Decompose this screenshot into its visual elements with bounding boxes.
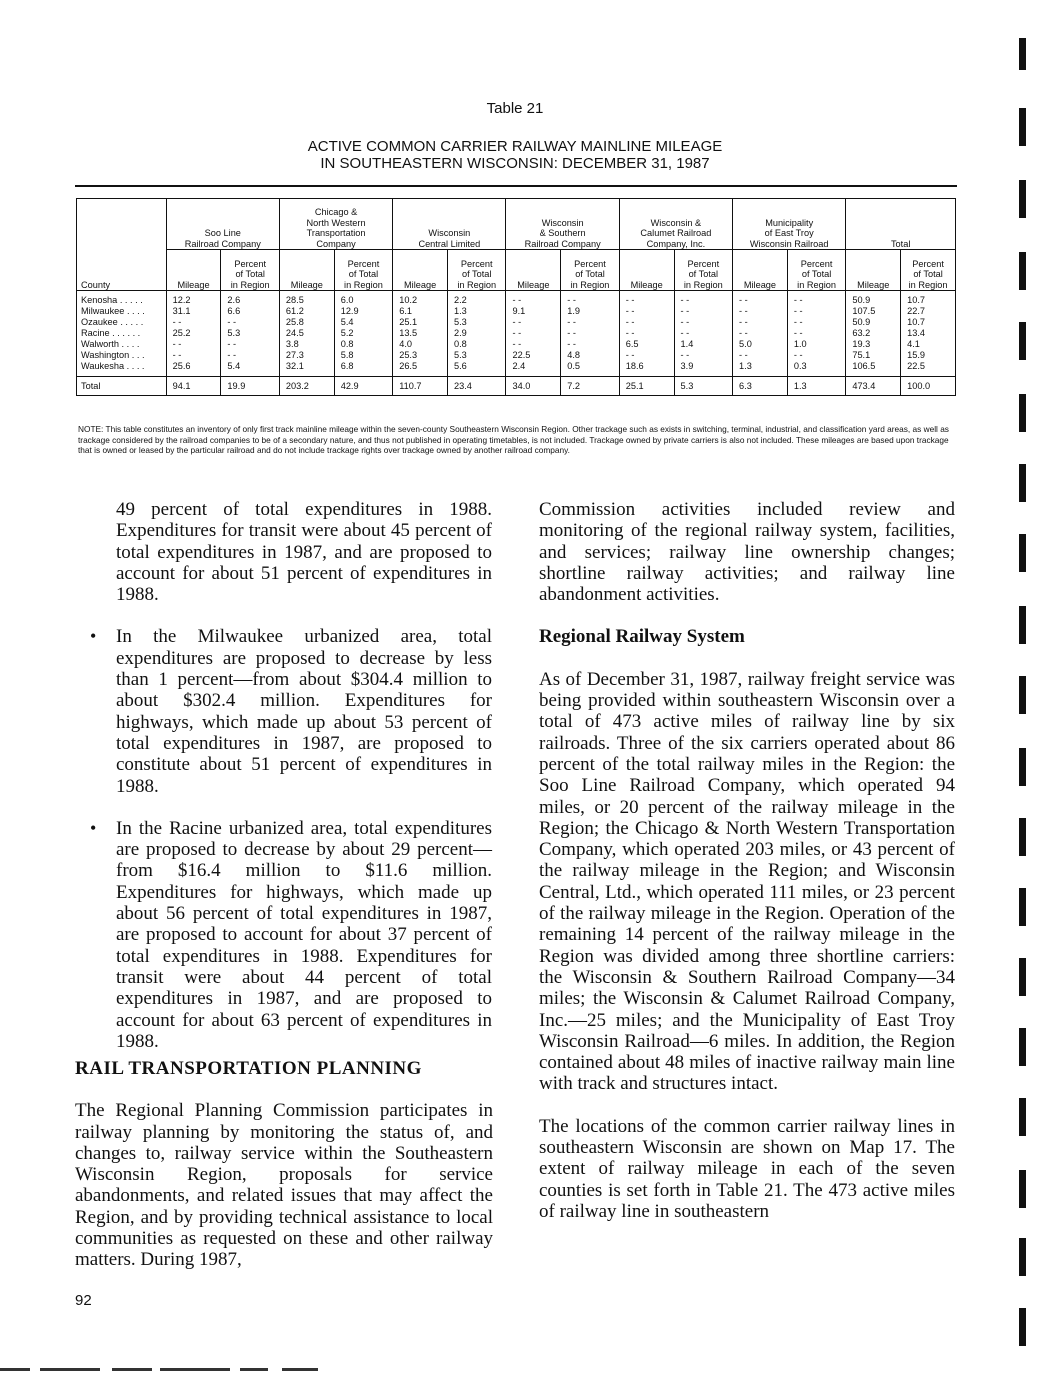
mileage-cell: - -: [619, 291, 674, 307]
mileage-cell: 25.8: [279, 317, 334, 328]
mileage-cell: 28.5: [279, 291, 334, 307]
mileage-cell: - -: [166, 350, 221, 361]
mileage-cell: 10.2: [393, 291, 448, 307]
mileage-cell: - -: [619, 306, 674, 317]
table-row: [77, 361, 956, 377]
bullet-item: [90, 817, 492, 1052]
margin-mark: [1019, 534, 1026, 572]
mileage-header: Mileage: [279, 250, 334, 291]
table-row: [77, 350, 956, 361]
table-row: [77, 306, 956, 317]
percent-cell: - -: [561, 317, 620, 328]
percent-cell: 4.1: [901, 339, 956, 350]
left-lower: [75, 1058, 493, 1271]
mileage-cell: 63.2: [846, 328, 901, 339]
percent-cell: - -: [674, 317, 733, 328]
bullet-item: [90, 626, 492, 797]
percent-cell: 3.9: [674, 361, 733, 377]
percent-cell: 2.9: [447, 328, 506, 339]
percent-cell: 42.9: [334, 377, 393, 396]
percent-cell: - -: [787, 291, 846, 307]
percent-cell: 0.8: [334, 339, 393, 350]
footer-scan-bars: [0, 1368, 1058, 1374]
percent-header: Percent of Total in Region: [561, 250, 620, 291]
percent-cell: 0.3: [787, 361, 846, 377]
margin-mark: [1019, 252, 1026, 290]
margin-mark: [1019, 1098, 1026, 1136]
percent-cell: 1.3: [447, 306, 506, 317]
table-number: Table 21: [486, 100, 544, 117]
percent-cell: 100.0: [901, 377, 956, 396]
mileage-header: Mileage: [846, 250, 901, 291]
mileage-cell: 25.6: [166, 361, 221, 377]
mileage-cell: - -: [619, 350, 674, 361]
table-body: [77, 291, 956, 396]
mileage-cell: 24.5: [279, 328, 334, 339]
paragraph: As of December 31, 1987, railway freight service was being provided within southeastern Wisconsin over a total of 473 active miles of railway line by six railroads. Three of the six carriers operated about 86 percent of the total railway miles in the Region: the Soo Line Railroad Company, which operated 94 miles, or 20 percent of the railway mileage in the Region; the Chicago & North Western Transportation Company, which operated 203 miles, or 43 percent of the railway mileage in the Region; and Wisconsin Central, Ltd., which operated 111 miles, or 23 percent of the railway mileage in the Region. Operation of the remaining 14 percent of the railway mileage in the Region was divided among three shortline carriers: the Wisconsin & Southern Railroad Company—34 miles; the Wisconsin & Calumet Railroad Company, Inc.—25 miles; and the Municipality of East Troy Wisconsin Railroad—6 miles. In addition, the Region contained about 48 miles of inactive railway main line with track and structures intact.: [539, 668, 955, 1095]
paragraph: 49 percent of total expenditures in 1988. Expenditures for transit were about 45 percent of total expenditures in 1987, and are proposed to account for about 51 percent of expenditures in 1988.: [116, 499, 492, 606]
group-header: Municipality of East Troy Wisconsin Railroad: [733, 199, 846, 250]
mileage-cell: - -: [733, 306, 788, 317]
mileage-cell: 25.1: [393, 317, 448, 328]
margin-mark: [1019, 1170, 1026, 1208]
percent-cell: 10.7: [901, 317, 956, 328]
percent-cell: 5.3: [447, 350, 506, 361]
percent-cell: - -: [787, 350, 846, 361]
mileage-cell: 106.5: [846, 361, 901, 377]
percent-cell: 6.0: [334, 291, 393, 307]
paragraph: The Regional Planning Commission participates in railway planning by monitoring the status of, and changes to, railway service within the Southeastern Wisconsin Region, proposals for service abandonments, and related issues that may affect the Region, and by providing technical assistance to local communities as requested on these and other railway matters. During 1987,: [75, 1100, 493, 1271]
mileage-cell: 50.9: [846, 317, 901, 328]
mileage-header: Mileage: [733, 250, 788, 291]
paragraph: In the Racine urbanized area, total expenditures are proposed to decrease by about 29 percent—from $16.4 million to $11.6 million. Expenditures for highways, which made up about 56 percent of total expenditures in 1987, are proposed to account for about 37 percent of total expenditures in 1988. Expenditures for transit were about 44 percent of total expenditures in 1987, and are proposed to account for about 63 percent of expenditures in 1988.: [116, 817, 492, 1052]
percent-header: Percent of Total in Region: [334, 250, 393, 291]
percent-cell: 22.5: [901, 361, 956, 377]
percent-cell: 23.4: [447, 377, 506, 396]
county-cell: Kenosha . . . . .: [77, 291, 167, 307]
mileage-cell: 9.1: [506, 306, 561, 317]
paragraph: Commission activities included review and monitoring of the regional railway system, facilities, and services; railway line ownership changes; shortline railway activities; and railway line abandonment activities.: [539, 499, 955, 606]
page-number: 92: [75, 1292, 92, 1309]
county-cell: Milwaukee . . . .: [77, 306, 167, 317]
table-row: [77, 317, 956, 328]
table-top-rule: [75, 185, 957, 187]
county-header: County: [77, 250, 167, 291]
mileage-cell: 22.5: [506, 350, 561, 361]
percent-cell: 5.3: [447, 317, 506, 328]
group-header: Soo Line Railroad Company: [166, 199, 279, 250]
margin-mark: [1019, 748, 1026, 786]
percent-cell: 5.3: [221, 328, 280, 339]
mileage-cell: - -: [733, 317, 788, 328]
percent-header: Percent of Total in Region: [901, 250, 956, 291]
mileage-cell: 2.4: [506, 361, 561, 377]
mileage-cell: 61.2: [279, 306, 334, 317]
margin-mark: [1019, 1028, 1026, 1066]
mileage-cell: 107.5: [846, 306, 901, 317]
mileage-cell: 25.3: [393, 350, 448, 361]
group-header: Wisconsin & Southern Railroad Company: [506, 199, 619, 250]
percent-cell: 0.5: [561, 361, 620, 377]
percent-cell: - -: [561, 291, 620, 307]
margin-mark: [1019, 322, 1026, 360]
mileage-header: Mileage: [393, 250, 448, 291]
paragraph: In the Milwaukee urbanized area, total expenditures are proposed to decrease by less than 1 percent—from about $304.4 million to about $302.4 million. Expenditures for highways, which made up about 53 percent of total expenditures in 1987, are proposed to constitute about 51 percent of expenditures in 1988.: [116, 626, 492, 797]
mileage-cell: - -: [619, 328, 674, 339]
mileage-cell: 13.5: [393, 328, 448, 339]
group-header: Wisconsin Central Limited: [393, 199, 506, 250]
county-cell: Total: [77, 377, 167, 396]
percent-header: Percent of Total in Region: [447, 250, 506, 291]
county-cell: Washington . . .: [77, 350, 167, 361]
table-row: [77, 328, 956, 339]
percent-cell: 6.8: [334, 361, 393, 377]
group-header-row: [77, 199, 956, 250]
margin-mark: [1019, 888, 1026, 926]
mileage-cell: 473.4: [846, 377, 901, 396]
table-title: [0, 138, 1030, 172]
mileage-cell: 50.9: [846, 291, 901, 307]
mileage-cell: 94.1: [166, 377, 221, 396]
percent-cell: 1.3: [787, 377, 846, 396]
mileage-cell: 25.1: [619, 377, 674, 396]
mileage-cell: 6.5: [619, 339, 674, 350]
mileage-cell: 12.2: [166, 291, 221, 307]
percent-cell: 2.6: [221, 291, 280, 307]
percent-cell: 5.2: [334, 328, 393, 339]
percent-cell: - -: [787, 306, 846, 317]
percent-cell: 22.7: [901, 306, 956, 317]
table-row: [77, 339, 956, 350]
left-column: [90, 499, 492, 1052]
percent-cell: 4.8: [561, 350, 620, 361]
percent-cell: 5.6: [447, 361, 506, 377]
percent-cell: - -: [787, 328, 846, 339]
mileage-cell: 6.3: [733, 377, 788, 396]
mileage-cell: - -: [733, 328, 788, 339]
margin-mark: [1019, 676, 1026, 714]
percent-cell: 15.9: [901, 350, 956, 361]
margin-mark: [1019, 1308, 1026, 1346]
percent-cell: 6.6: [221, 306, 280, 317]
margin-mark: [1019, 818, 1026, 856]
mileage-cell: 25.2: [166, 328, 221, 339]
mileage-cell: - -: [733, 350, 788, 361]
percent-cell: - -: [674, 350, 733, 361]
mileage-cell: 6.1: [393, 306, 448, 317]
mileage-header: Mileage: [506, 250, 561, 291]
percent-cell: 1.4: [674, 339, 733, 350]
table-note: NOTE: This table constitutes an inventory of only first track mainline mileage within the seven-county Southeastern Wisconsin Region. Other trackage such as exists in switching, terminal, industrial, and classification yard areas, as well as trackage considered by the railroad companies to be of a secondary nature, and thus not published in operating timetables, is not included. Trackage owned by private carriers is also not included. These mileages are based upon trackage that is owned or leased by the particular railroad and do not include trackage rights over trackage owned by another railroad company.: [78, 424, 949, 455]
county-header-spacer: [77, 199, 167, 250]
percent-cell: 1.9: [561, 306, 620, 317]
percent-cell: 7.2: [561, 377, 620, 396]
mileage-cell: - -: [166, 339, 221, 350]
percent-cell: 13.4: [901, 328, 956, 339]
percent-cell: - -: [561, 339, 620, 350]
mileage-cell: - -: [506, 339, 561, 350]
percent-header: Percent of Total in Region: [221, 250, 280, 291]
margin-mark: [1019, 464, 1026, 502]
mileage-cell: 34.0: [506, 377, 561, 396]
mileage-cell: 31.1: [166, 306, 221, 317]
mileage-cell: - -: [506, 291, 561, 307]
mileage-cell: - -: [506, 317, 561, 328]
percent-cell: - -: [674, 291, 733, 307]
table-title-line: ACTIVE COMMON CARRIER RAILWAY MAINLINE MILEAGE: [307, 138, 723, 155]
group-header: Chicago & North Western Transportation Company: [279, 199, 392, 250]
mileage-cell: 32.1: [279, 361, 334, 377]
percent-cell: 19.9: [221, 377, 280, 396]
section-heading: RAIL TRANSPORTATION PLANNING: [75, 1058, 422, 1079]
bullet-icon: •: [90, 817, 97, 838]
percent-header: Percent of Total in Region: [787, 250, 846, 291]
mileage-cell: 4.0: [393, 339, 448, 350]
margin-mark: [1019, 606, 1026, 644]
mileage-cell: - -: [506, 328, 561, 339]
percent-cell: 0.8: [447, 339, 506, 350]
county-cell: Ozaukee . . . . .: [77, 317, 167, 328]
mileage-cell: 18.6: [619, 361, 674, 377]
bullet-icon: •: [90, 626, 97, 647]
subsection-heading: Regional Railway System: [539, 626, 745, 648]
county-cell: Waukesha . . . .: [77, 361, 167, 377]
mileage-cell: 3.8: [279, 339, 334, 350]
percent-cell: 1.0: [787, 339, 846, 350]
mileage-header: Mileage: [166, 250, 221, 291]
group-header: Total: [846, 199, 956, 250]
county-cell: Racine . . . . . .: [77, 328, 167, 339]
percent-cell: - -: [221, 317, 280, 328]
sub-header-row: [77, 250, 956, 291]
percent-cell: 12.9: [334, 306, 393, 317]
table-row: [77, 291, 956, 307]
mileage-cell: 75.1: [846, 350, 901, 361]
percent-cell: 2.2: [447, 291, 506, 307]
percent-cell: 5.4: [334, 317, 393, 328]
mileage-cell: 19.3: [846, 339, 901, 350]
margin-mark: [1019, 1238, 1026, 1276]
percent-cell: 5.4: [221, 361, 280, 377]
percent-cell: - -: [674, 328, 733, 339]
percent-header: Percent of Total in Region: [674, 250, 733, 291]
margin-mark: [1019, 180, 1026, 218]
percent-cell: - -: [787, 317, 846, 328]
county-cell: Walworth . . . .: [77, 339, 167, 350]
total-row: [77, 377, 956, 396]
mileage-cell: 203.2: [279, 377, 334, 396]
right-column: [539, 499, 955, 1222]
mileage-cell: 1.3: [733, 361, 788, 377]
margin-mark: [1019, 394, 1026, 432]
percent-cell: 10.7: [901, 291, 956, 307]
mileage-table: [76, 198, 956, 396]
mileage-cell: - -: [733, 291, 788, 307]
percent-cell: - -: [221, 350, 280, 361]
percent-cell: - -: [221, 339, 280, 350]
mileage-cell: 26.5: [393, 361, 448, 377]
mileage-cell: 110.7: [393, 377, 448, 396]
mileage-cell: - -: [166, 317, 221, 328]
mileage-header: Mileage: [619, 250, 674, 291]
margin-mark: [1019, 38, 1026, 70]
table-title-line: IN SOUTHEASTERN WISCONSIN: DECEMBER 31, 1987: [320, 155, 710, 172]
group-header: Wisconsin & Calumet Railroad Company, Inc.: [619, 199, 732, 250]
paragraph: The locations of the common carrier railway lines in southeastern Wisconsin are shown on Map 17. The extent of railway mileage in each of the seven counties is set forth in Table 21. The 473 active miles of railway line in southeastern: [539, 1115, 955, 1222]
mileage-cell: - -: [619, 317, 674, 328]
mileage-cell: 5.0: [733, 339, 788, 350]
percent-cell: - -: [561, 328, 620, 339]
percent-cell: 5.8: [334, 350, 393, 361]
margin-mark: [1019, 958, 1026, 996]
percent-cell: 5.3: [674, 377, 733, 396]
percent-cell: - -: [674, 306, 733, 317]
mileage-cell: 27.3: [279, 350, 334, 361]
